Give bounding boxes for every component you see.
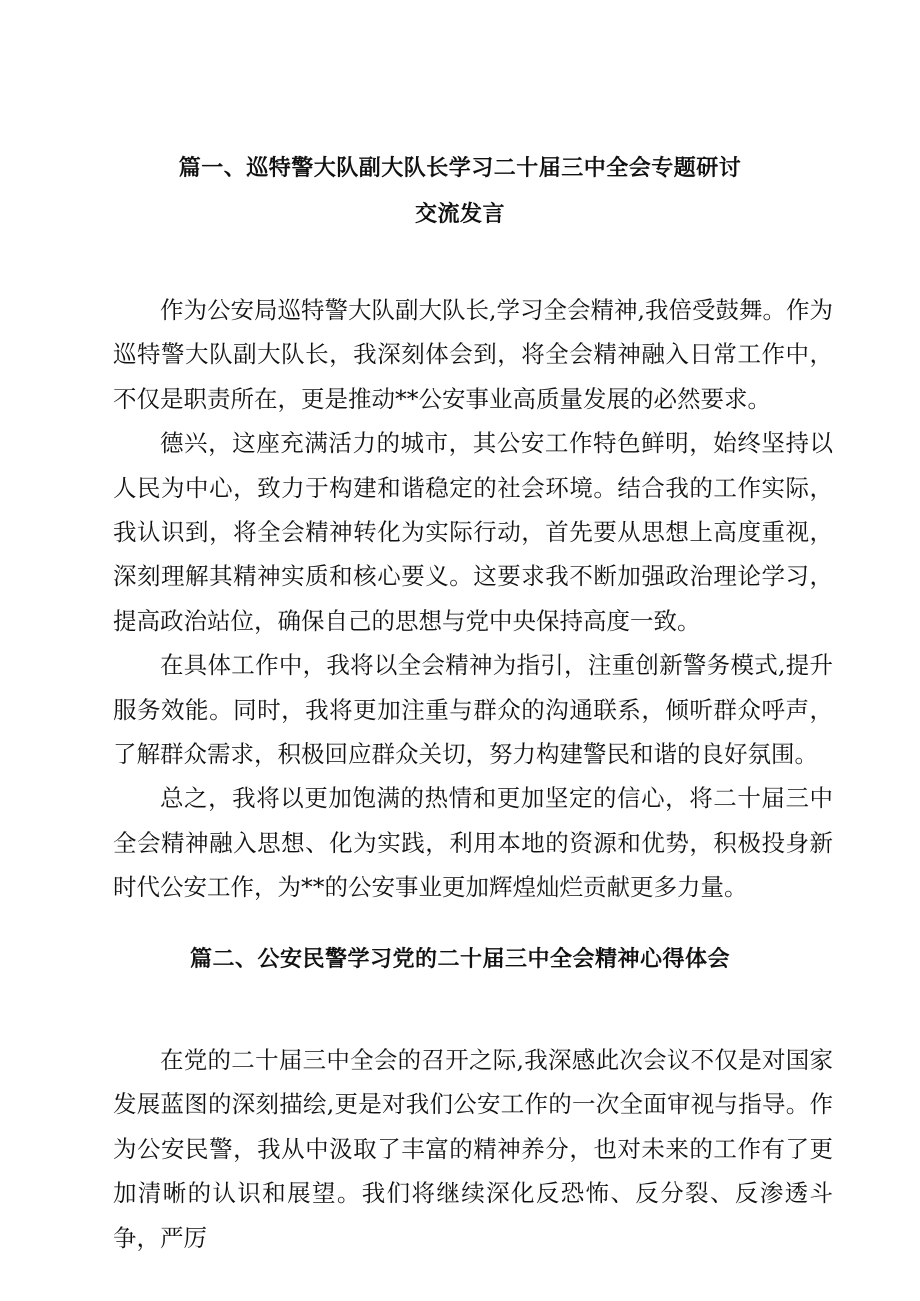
section1-paragraph-4: 总之，我将以更加饱满的热情和更加坚定的信心，将二十届三中全会精神融入思想、化为实践，利用本地的资源和优势，积极投身新时代公安工作，为**的公安事业更加辉煌灿烂贡献更多力量。 bbox=[113, 784, 833, 902]
section1-title-line2: 交流发言 bbox=[414, 201, 505, 227]
section1-paragraph-3: 在具体工作中，我将以全会精神为指引，注重创新警务模式,提升服务效能。同时，我将更加注重与群众的沟通联系，倾听群众呼声，了解群众需求，积极回应群众关切，努力构建警民和谐的良好氛围。 bbox=[113, 651, 833, 769]
section1-title-line1: 篇一、巡特警大队副大队长学习二十届三中全会专题研讨 bbox=[178, 155, 742, 181]
section2-paragraph-1: 在党的二十届三中全会的召开之际,我深感此次会议不仅是对国家发展蓝图的深刻描绘,更是对我们公安工作的一次全面审视与指导。作为公安民警，我从中汲取了丰富的精神养分，也对未来的工作有了更加清晰的认识和展望。我们将继续深化反恐怖、反分裂、反渗透斗争，严厉 bbox=[113, 1046, 833, 1252]
section1-paragraph-1: 作为公安局巡特警大队副大队长,学习全会精神,我倍受鼓舞。作为巡特警大队副大队长，我深刻体会到，将全会精神融入日常工作中，不仅是职责所在，更是推动**公安事业高质量发展的必然要求。 bbox=[113, 296, 833, 413]
section1-body bbox=[113, 288, 833, 910]
section1-paragraph-2: 德兴，这座充满活力的城市，其公安工作特色鲜明，始终坚持以人民为中心，致力于构建和谐稳定的社会环境。结合我的工作实际，我认识到，将全会精神转化为实际行动，首先要从思想上高度重视，深刻理解其精神实质和核心要义。这要求我不断加强政治理论学习，提高政治站位，确保自己的思想与党中央保持高度一致。 bbox=[113, 429, 833, 635]
section2-body bbox=[113, 1038, 833, 1260]
section2-title: 篇二、公安民警学习党的二十届三中全会精神心得体会 bbox=[189, 946, 730, 972]
